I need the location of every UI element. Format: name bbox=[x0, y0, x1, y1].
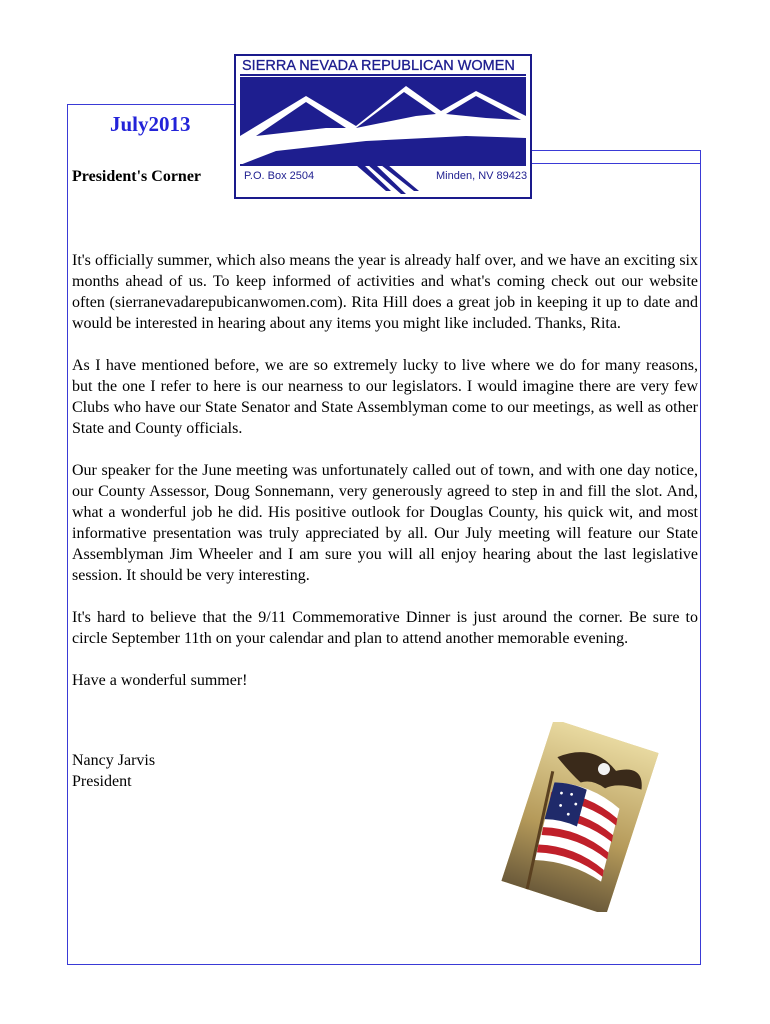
paragraph: Our speaker for the June meeting was unfortunately called out of town, and with one day notice, our County Assessor, Doug Sonnemann, very generously agreed to step in and fill the slot. And, what a wonderful job he did. His positive outlook for Douglas County, his quick wit, and most informative presentation was truly appreciated by all. Our July meeting will feature our State Assemblyman Jim Wheeler and I am sure you will all enjoy hearing about the last legislative session. It should be very interesting. bbox=[72, 462, 698, 584]
logo-org-name: SIERRA NEVADA REPUBLICAN WOMEN bbox=[242, 58, 515, 74]
paragraph: As I have mentioned before, we are so extremely lucky to live where we do for many reasons, but the one I refer to here is our nearness to our legislators. I would imagine there are very few Clubs who have our State Senator and State Assemblyman come to our meetings, as well as other State and County officials. bbox=[72, 357, 698, 437]
signature-name: Nancy Jarvis bbox=[72, 752, 156, 769]
organization-logo bbox=[234, 54, 532, 199]
frame-top-right-edge bbox=[530, 150, 701, 164]
logo-city: Minden, NV 89423 bbox=[436, 170, 528, 182]
paragraph: Have a wonderful summer! bbox=[72, 672, 248, 689]
logo-po-box: P.O. Box 2504 bbox=[244, 170, 315, 182]
article-body bbox=[72, 250, 698, 712]
paragraph: It's officially summer, which also means the year is already half over, and we have an exciting six months ahead of us. To keep informed of activities and what's coming check out our website often (sierranevadarepubicanwomen.com). Rita Hill does a great job in keeping it up to date and would be interested in hearing about any items you might like included. Thanks, Rita. bbox=[72, 252, 698, 332]
paragraph: It's hard to believe that the 9/11 Commemorative Dinner is just around the corner. Be sure to circle September 11th on your calendar and plan to attend another memorable evening. bbox=[72, 609, 698, 647]
section-title: President's Corner bbox=[72, 168, 202, 185]
signature-title: President bbox=[72, 773, 132, 790]
date-title: July2013 bbox=[110, 112, 191, 136]
eagle-flag-image bbox=[500, 722, 660, 912]
signature-block bbox=[72, 750, 155, 792]
